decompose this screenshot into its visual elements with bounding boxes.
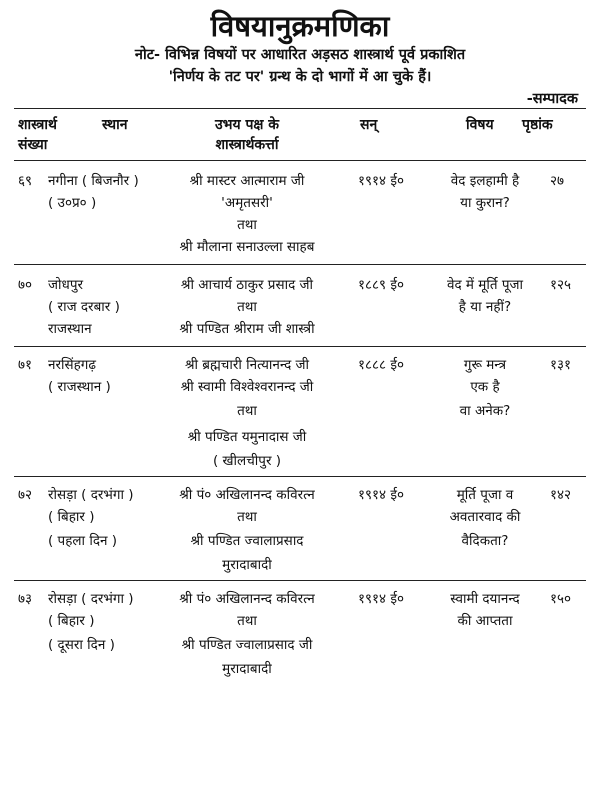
row-serial: ७१ (18, 357, 33, 373)
row-subject-line: या कुरान? (460, 195, 510, 211)
note-line-1: नोट- विभिन्न विषयों पर आधारित अड़सठ शास्त्रार्थ पूर्व प्रकाशित (134, 47, 466, 63)
note-line-2: 'निर्णय के तट पर' ग्रन्थ के दो भागों में आ चुके हैं। (168, 69, 432, 85)
row-serial: ७२ (18, 487, 33, 503)
header-place: स्थान (102, 117, 128, 133)
header-scholars-line-2: शास्त्रार्थकर्त्ता (215, 137, 279, 153)
row-subject-line: की आप्तता (457, 613, 513, 629)
editor-signature: -सम्पादक (526, 91, 578, 107)
page-title: विषयानुक्रमणिका (210, 9, 390, 43)
row-subject-line: वेद में मूर्ति पूजा (446, 277, 524, 293)
row-subject-line: वेद इलहामी है (450, 173, 520, 189)
row-place-line: ( दूसरा दिन ) (48, 637, 115, 653)
row-subject-line: है या नहीं? (458, 299, 512, 315)
row-subject-line: अवतारवाद की (449, 509, 521, 525)
row-serial: ६९ (18, 173, 33, 189)
row-scholar-line: श्री पं० अखिलानन्द कविरत्न (179, 487, 315, 503)
row-place-line: रोसड़ा ( दरभंगा ) (48, 487, 134, 503)
row-place-line: ( उ०प्र० ) (48, 195, 97, 211)
row-scholar-line: श्री आचार्य ठाकुर प्रसाद जी (180, 277, 314, 293)
row-scholar-line: श्री मास्टर आत्माराम जी (189, 173, 305, 189)
row-subject-line: एक है (470, 379, 500, 395)
row-page: २७ (550, 173, 565, 189)
row-place-line: ( बिहार ) (48, 509, 95, 525)
row-place-line: नरसिंहगढ़ (48, 357, 97, 373)
row-place-line: जोधपुर (48, 277, 84, 293)
row-year: १९१४ ई० (358, 173, 405, 189)
header-year: सन् (360, 117, 378, 133)
row-year: १८८९ ई० (358, 277, 405, 293)
row-scholar-line: 'अमृतसरी' (221, 195, 273, 211)
row-divider (14, 580, 586, 581)
row-place-line: ( राजस्थान ) (48, 379, 111, 395)
header-subject: विषय (466, 117, 494, 133)
row-year: १८८८ ई० (358, 357, 405, 373)
row-serial: ७३ (18, 591, 33, 607)
header-page: पृष्ठांक (522, 117, 553, 133)
row-year: १९१४ ई० (358, 487, 405, 503)
row-scholar-line: तथा (237, 299, 257, 315)
row-scholar-line: तथा (237, 509, 257, 525)
row-place-line: नगीना ( बिजनौर ) (48, 173, 139, 189)
row-scholar-line: श्री स्वामी विश्वेश्वरानन्द जी (180, 379, 314, 395)
row-subject-line: स्वामी दयानन्द (450, 591, 520, 607)
row-scholar-line: श्री पण्डित ज्वालाप्रसाद (190, 533, 304, 549)
row-place-line: रोसड़ा ( दरभंगा ) (48, 591, 134, 607)
row-subject-line: गुरू मन्त्र (463, 357, 507, 373)
row-scholar-line: श्री पण्डित ज्वालाप्रसाद जी (181, 637, 313, 653)
row-scholar-line: श्री पं० अखिलानन्द कविरत्न (179, 591, 315, 607)
row-scholar-line: श्री पण्डित श्रीराम जी शास्त्री (179, 321, 315, 337)
row-page: १४२ (550, 487, 572, 503)
row-page: १३१ (550, 357, 572, 373)
row-scholar-line: तथा (237, 613, 257, 629)
row-scholar-line: मुरादाबादी (222, 557, 272, 573)
header-serial-line-1: शास्त्रार्थ (18, 117, 57, 133)
row-subject-line: वैदिकता? (461, 533, 509, 549)
header-scholars-line-1: उभय पक्ष के (214, 117, 280, 133)
row-place-line: ( राज दरबार ) (48, 299, 120, 315)
header-bottom-rule (14, 160, 586, 161)
row-scholar-line: मुरादाबादी (222, 661, 272, 677)
row-scholar-line: श्री पण्डित यमुनादास जी (187, 429, 307, 445)
row-divider (14, 476, 586, 477)
row-divider (14, 264, 586, 265)
row-serial: ७० (18, 277, 33, 293)
header-top-rule (14, 108, 586, 109)
row-page: १२५ (550, 277, 572, 293)
row-year: १९१४ ई० (358, 591, 405, 607)
row-subject-line: वा अनेक? (459, 403, 511, 419)
row-place-line: राजस्थान (48, 321, 92, 337)
row-scholar-line: ( खीलचीपुर ) (212, 453, 282, 469)
row-scholar-line: तथा (237, 403, 257, 419)
row-scholar-line: श्री मौलाना सनाउल्ला साहब (179, 239, 315, 255)
row-scholar-line: श्री ब्रह्मचारी नित्यानन्द जी (184, 357, 310, 373)
row-place-line: ( पहला दिन ) (48, 533, 118, 549)
row-place-line: ( बिहार ) (48, 613, 95, 629)
header-serial-line-2: संख्या (18, 137, 48, 153)
row-scholar-line: तथा (237, 217, 257, 233)
row-subject-line: मूर्ति पूजा व (456, 487, 514, 503)
row-divider (14, 346, 586, 347)
row-page: १५० (550, 591, 572, 607)
